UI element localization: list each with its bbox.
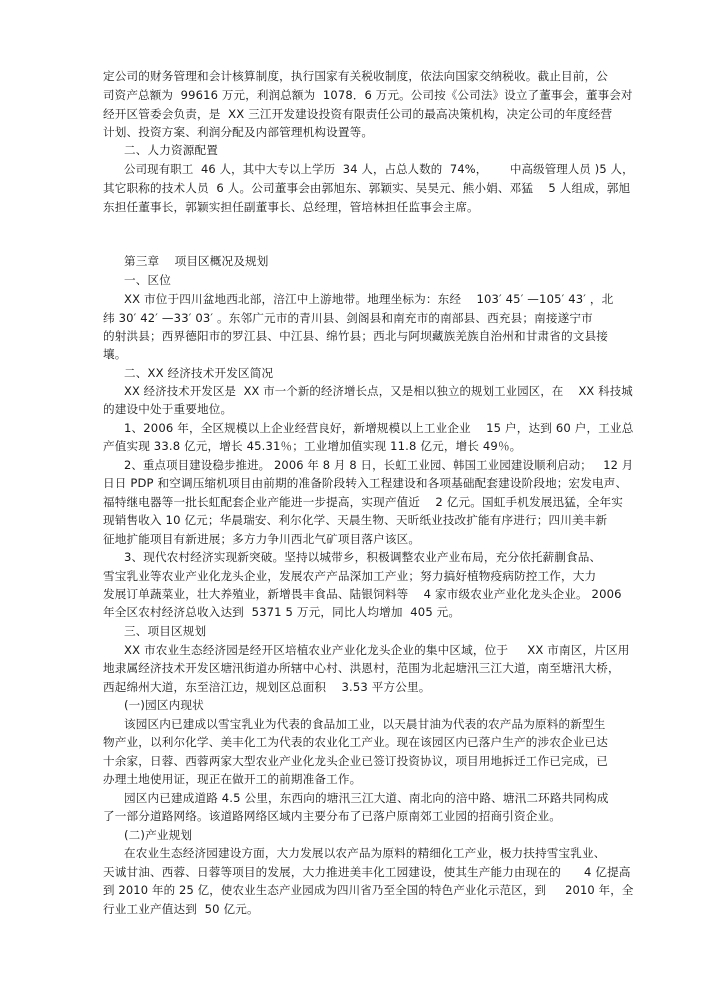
text-line: 东担任董事长，郭颖实担任副董事长、总经理，管培林担任监事会主席。 bbox=[103, 200, 479, 214]
section-heading: 二、人力资源配置 bbox=[124, 143, 218, 157]
text-line: 2、重点项目建设稳步推进。 2006 年 8 月 8 日，长虹工业园、韩国工业园建设顺利启动； 12 月 bbox=[124, 458, 634, 472]
section-heading: 二、XX 经济技术开发区简况 bbox=[124, 366, 274, 380]
text-line: 日日 PDP 和空调压缩机项目由前期的准备阶段转入工程建设和各项基础配套建设阶段地；宏发电声、 bbox=[103, 476, 628, 490]
text-line: 计划、投资方案、利润分配及内部管理机构设置等。 bbox=[103, 125, 374, 139]
text-line: 的射洪县；西界德阳市的罗江县、中江县、绵竹县；西北与阿坝藏族羌族自治州和甘肃省的文县接 bbox=[103, 329, 608, 343]
text-line: 产值实现 33.8 亿元，增长 45.31％；工业增加值实现 11.8 亿元，增长 49％。 bbox=[103, 439, 522, 453]
text-line: 现销售收入 10 亿元；华晨瑞安、利尔化学、天晨生物、天昕纸业技改扩能有序进行；四川美丰新 bbox=[103, 513, 608, 527]
text-line: 十余家，日蓉、西蓉两家大型农业产业化龙头企业已签订投资协议，项目用地拆迁工作已完成，已 bbox=[103, 754, 608, 768]
text-line: 物产业，以利尔化学、美丰化工为代表的农业化工产业。现在该园区内已落户生产的涉农企业已达 bbox=[103, 735, 608, 749]
subsection-heading: (一)园区内现状 bbox=[124, 698, 204, 712]
text-line: 其它职称的技术人员 6 人。公司董事会由郭旭东、郭颖实、吴昊元、熊小娟、邓猛 5 人组成，郭旭 bbox=[103, 181, 631, 195]
text-line: 征地扩能项目有新进展；多方力争川西北气矿项目落户该区。 bbox=[103, 532, 421, 546]
text-line: 福特继电器等一批长虹配套企业产能进一步提高，实现产值近 2 亿元。国虹手机发展迅猛，全年实 bbox=[103, 495, 623, 509]
text-line: 定公司的财务管理和会计核算制度，执行国家有关税收制度，依法向国家交纳税收。截止目前，公 bbox=[103, 69, 608, 83]
text-line: 壤。 bbox=[103, 347, 127, 361]
text-line: 纬 30′ 42′ —33′ 03′ 。东邻广元市的青川县、剑阁县和南充市的南部县、西充县；南接遂宁市 bbox=[103, 311, 593, 325]
section-heading: 三、项目区规划 bbox=[124, 624, 207, 638]
text-line: 了一部分道路网络。该道路网络区域内主要分布了已落户原南郊工业园的招商引资企业。 bbox=[103, 809, 562, 823]
text-line: 行业工业产值达到 50 亿元。 bbox=[103, 902, 259, 916]
section-heading: 一、区位 bbox=[124, 273, 171, 287]
text-line: 司资产总额为 99616 万元，利润总额为 1078．6 万元。公司按《公司法》设立了董事会，董事会对 bbox=[103, 88, 633, 102]
text-line: 经开区管委会负责，是 XX 三江开发建设投资有限责任公司的最高决策机构，决定公司的年度经营 bbox=[103, 107, 613, 121]
text-line: XX 市位于四川盆地西北部，涪江中上游地带。地理坐标为：东经 103′ 45′ —105′ 43′ ，北 bbox=[124, 292, 614, 306]
text-line: 1、2006 年，全区规模以上企业经营良好，新增规模以上工业企业 15 户，达到 60 户，工业总 bbox=[124, 421, 634, 435]
text-line: 发展订单蔬菜业，壮大养殖业，新增畏丰食品、陆银饲料等 4 家市级农业产业化龙头企业。 2006 bbox=[103, 587, 622, 601]
text-line: 该园区内已建成以雪宝乳业为代表的食品加工业，以天晨甘油为代表的农产品为原料的新型生 bbox=[124, 717, 606, 731]
text-line: 的建设中处于重要地位。 bbox=[103, 402, 233, 416]
text-line: 公司现有职工 46 人，其中大专以上学历 34 人，占总人数的 74%， 中高级管理人员 )5 人， bbox=[124, 162, 634, 176]
text-line: XX 市农业生态经济园是经开区培植农业产业化龙头企业的集中区域，位于 XX 市南区，片区用 bbox=[124, 643, 630, 657]
subsection-heading: (二)产业规划 bbox=[124, 828, 193, 842]
chapter-heading: 第三章 项目区概况及规划 bbox=[124, 254, 269, 268]
text-line: 园区内已建成道路 4.5 公里，东西向的塘汛三江大道、南北向的涪中路、塘汛二环路共同构成 bbox=[124, 791, 609, 805]
text-line: 西起绵州大道，东至涪江边，规划区总面积 3.53 平方公里。 bbox=[103, 680, 431, 694]
text-line: 天诚甘油、西蓉、日蓉等项目的发展，大力推进美丰化工园建设，使其生产能力由现在的 4 亿提高 bbox=[103, 865, 631, 879]
text-line: 地隶属经济技术开发区塘汛街道办所辖中心村、洪恩村，范围为北起塘汛三江大道，南至塘汛大桥， bbox=[103, 661, 620, 675]
text-line: 雪宝乳业等农业产业化龙头企业，发展农产产品深加工产业；努力搞好植物疫病防控工作，大力 bbox=[103, 569, 597, 583]
text-line: 3、现代农村经济实现新突破。坚持以城带乡，积极调整农业产业布局，充分依托薪蒯食品、 bbox=[124, 550, 602, 564]
text-line: 年全区农村经济总收入达到 5371 5 万元，同比人均增加 405 元。 bbox=[103, 605, 461, 619]
text-line: 到 2010 年的 25 亿，使农业生态产业园成为四川省乃至全国的特色产业化示范区，到 2010 年，全 bbox=[103, 883, 634, 897]
text-line: 办理土地使用证，现正在做开工的前期准备工作。 bbox=[103, 772, 362, 786]
text-line: XX 经济技术开发区是 XX 市一个新的经济增长点，又是相以独立的规划工业园区，在 XX 科技城 bbox=[124, 384, 633, 398]
text-line: 在农业生态经济园建设方面，大力发展以农产品为原料的精细化工产业，极力扶持雪宝乳业、 bbox=[124, 846, 606, 860]
